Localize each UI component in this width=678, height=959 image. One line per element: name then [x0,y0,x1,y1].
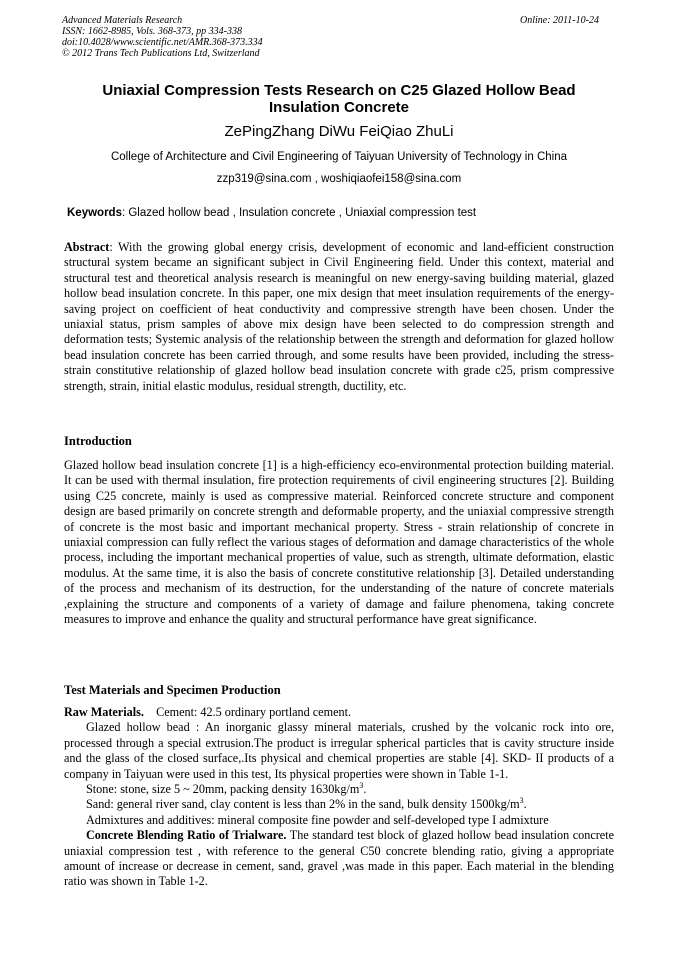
glazed-bead-para: Glazed hollow bead : An inorganic glassy mineral materials, crushed by the volcanic rock into ore, processed through a special extrusion.The product is irregular spherical particles that is cavity structure inside and the glass of the closed surface,.Its physical and chemical properties are stable [4]. SKD- II products of a company in Taiyuan were used in this test, Its physical properties were shown in Table 1-1. [64,720,614,781]
paper-title: Uniaxial Compression Tests Research on C25 Glazed Hollow Bead Insulation Concrete [102,82,576,116]
author-affiliation: College of Architecture and Civil Engineering of Taiyuan University of Technology in China [110,151,567,163]
sand-end: . [523,797,527,812]
materials-heading: Test Materials and Specimen Production [64,683,281,697]
admixtures-para: Admixtures and additives: mineral composite fine powder and self-developed type I admixture [86,812,549,827]
sand-para [64,797,614,812]
keywords-text: : Glazed hollow bead , Insulation concrete , Uniaxial compression test [121,207,477,219]
abstract-text: : With the growing global energy crisis, development of economic and land-efficient construction structural system became an significant subject in Civil Engineering field. Under this context, material and structural test and theoretical analysis research is meaningful on new energy-saving building material, glazed hollow bead insulation concrete. In this paper, one mix design that meet insulation requirements of the energy-saving project on coefficient of heat conductivity and compressive strength have been chosen. Under the uniaxial status, prism samples of above mix design have been selected to do compression strength and deformation tests; Systemic analysis of the relationship between the strength and deformation for glazed hollow bead insulation concrete has been carried through, and some results have been provided, including the stress-strain constitutive relationship of glazed hollow bead insulation concrete with grade c25, prism compressive strength, strain, initial elastic modulus, residual strength, ductility, etc. [64,240,614,393]
raw-materials-para [64,705,614,720]
abstract-section [64,240,614,394]
author-emails: zzp319@sina.com , woshiqiaofei158@sina.com [216,173,462,185]
paper-authors: ZePingZhang DiWu FeiQiao ZhuLi [224,123,454,140]
raw-materials-text: Cement: 42.5 ordinary portland cement. [156,705,352,719]
stone-text: Stone: stone, size 5 ~ 20mm, packing density 1630kg/m [86,782,360,797]
introduction-heading: Introduction [64,434,132,448]
introduction-text: Glazed hollow bead insulation concrete [1] is a high-efficiency eco-environmental protection building material. It can be used with thermal insulation, fire protection requirements of civil engineering structures [2]. Building using C25 concrete, mainly is used as compressive material. Reinforced concrete structure and component design are based primarily on concrete strength and deformable property, and the uniaxial compressive strength of concrete is the most basic and important mechanical property. Stress - strain relationship of concrete in uniaxial compression can fully reflect the various stages of deformation and damage characteristics of the whole process, including the important mechanical properties of value, such as strength, ultimate deformation, elastic modulus. At the same time, it is also the basis of concrete constitutive relationship [3]. Detailed understanding of the process and mechanism of its destruction, for the understanding of the nature of concrete materials ,explaining the structure and components of a variety of damage and failure phenomena, taking concrete measures to improve and enhance the quality and structural performance have great significance. [64,458,614,627]
keywords-label: Keywords [67,207,122,219]
blending-text: The standard test block of glazed hollow bead insulation concrete uniaxial compression test , with reference to the general C50 concrete blending ratio, giving a appropriate amount of increase or decrease in cement, sand, gravel ,was made in this paper. Each material in the blending ratio was shown in Table 1-2. [64,828,615,889]
doi-line: doi:10.4028/www.scientific.net/AMR.368-373.334 [62,37,263,48]
raw-materials-label: Raw Materials. [64,705,144,719]
journal-name: Advanced Materials Research [62,15,183,26]
copyright-line: © 2012 Trans Tech Publications Ltd, Switzerland [62,48,260,59]
stone-para [64,782,614,797]
blending-label: Concrete Blending Ratio of Trialware. [86,828,287,843]
stone-unit-superscript: 3 [359,780,364,790]
sand-text: Sand: general river sand, clay content is less than 2% in the sand, bulk density 1500kg/m [86,797,520,812]
abstract-label: Abstract [64,240,110,254]
online-date: Online: 2011-10-24 [520,15,599,26]
introduction-section [64,458,614,627]
sand-unit-superscript: 3 [519,796,524,806]
materials-section [64,705,614,890]
issn-line: ISSN: 1662-8985, Vols. 368-373, pp 334-338 [62,26,242,37]
journal-header [62,15,263,59]
stone-end: . [363,782,367,797]
blending-para [64,828,614,890]
keywords-line [67,206,476,220]
